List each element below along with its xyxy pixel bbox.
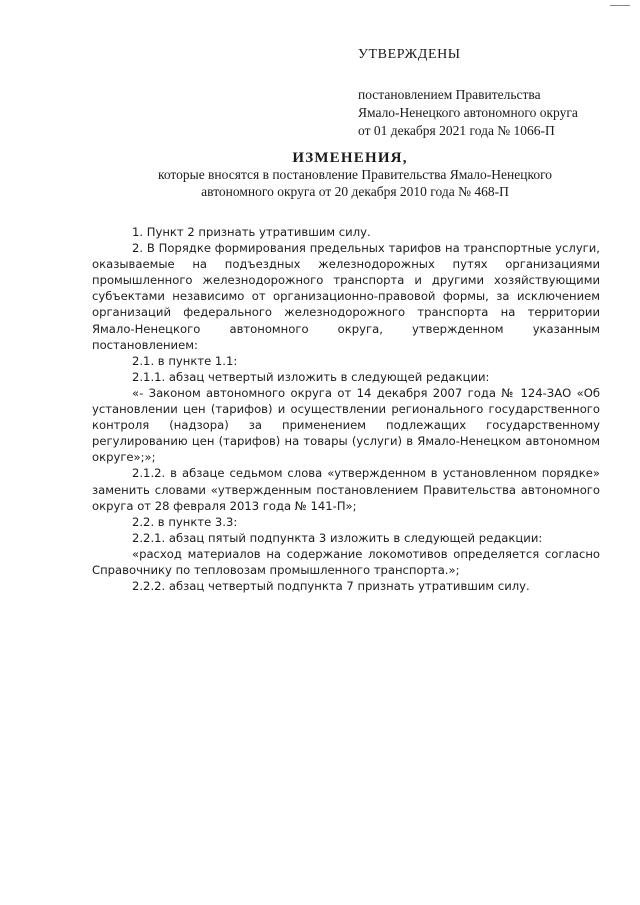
paragraph-2-1-1: 2.1.1. абзац четвертый изложить в следующей редакции: (132, 369, 490, 384)
document-subtitle-line-2: автономного округа от 20 декабря 2010 года № 468-П (201, 184, 509, 199)
paragraph-2-1-2: 2.1.2. в абзаце седьмом слова «утвержденном в установленном порядке» заменить словами «утвержденным постановлением Правительства автономного округа от 28 февраля 2013 года № 141-П»; (92, 466, 600, 513)
approval-line-2: Ямало-Ненецкого автономного округа (358, 105, 578, 120)
paragraph-1: 1. Пункт 2 признать утратившим силу. (132, 225, 371, 239)
paragraph-2-1-1-text: «- Законом автономного округа от 14 декабря 2007 года № 124-ЗАО «Об установлении цен (тарифов) и осуществлении регионального государственного контроля (надзора) за применением подлежащих государственному регулированию цен (тарифов) на товары (услуги) в Ямало-Ненецком автономном округе»;»; (92, 385, 600, 465)
document-subtitle-line-1: которые вносятся в постановление Правительства Ямало-Ненецкого (157, 167, 553, 182)
paragraph-2-2: 2.2. в пункте 3.3: (132, 514, 238, 529)
paragraph-2-1: 2.1. в пункте 1.1: (132, 353, 238, 368)
document-title: ИЗМЕНЕНИЯ, (292, 150, 408, 166)
paragraph-2-2-1-text: «расход материалов на содержание локомотивов определяется согласно Справочнику по тепловозам промышленного транспорта.»; (92, 546, 600, 577)
paragraph-2: 2. В Порядке формирования предельных тарифов на транспортные услуги, оказываемые на подъездных железнодорожных путях организациями промышленного железнодорожного транспорта и другими хозяйствующими субъектами независимо от организационно-правовой формы, за исключением организаций федерального железнодорожного транспорта на территории Ямало-Ненецкого автономного округа, утвержденном указанным постановлением: (92, 241, 600, 352)
paragraph-2-2-2: 2.2.2. абзац четвертый подпункта 7 признать утратившим силу. (132, 579, 530, 594)
document-body (92, 224, 600, 594)
approval-line-3: от 01 декабря 2021 года № 1066-П (358, 123, 555, 138)
paragraph-2-2-1: 2.2.1. абзац пятый подпункта 3 изложить в следующей редакции: (132, 530, 543, 545)
document-subtitle (60, 166, 640, 200)
corner-mark (610, 0, 630, 6)
approval-line-1: постановлением Правительства (358, 87, 541, 102)
approval-stamp (358, 46, 628, 140)
approval-title: УТВЕРЖДЕНЫ (358, 47, 461, 62)
